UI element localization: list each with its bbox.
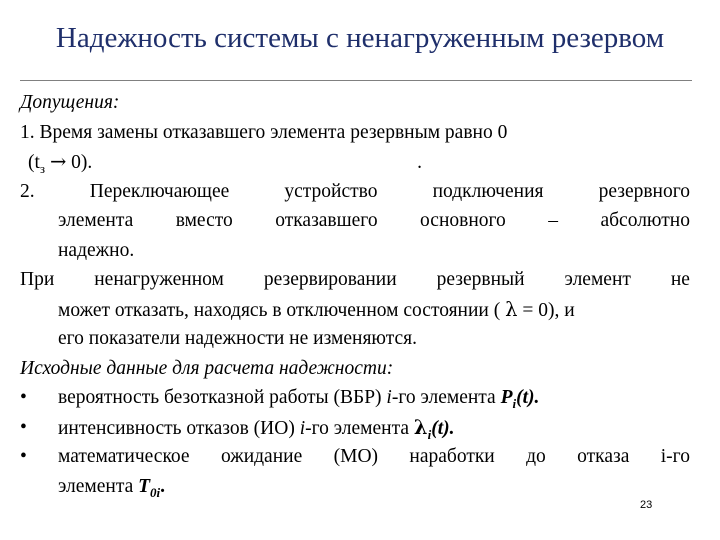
- bullet-word: наработки: [409, 446, 495, 467]
- item2-word: абсолютно: [600, 210, 690, 231]
- paragraph-word: При: [20, 269, 55, 290]
- bullet-item-mo: [20, 442, 690, 472]
- bullet-icon: •: [20, 416, 27, 438]
- bullet-text-part: интенсивность отказов (ИО): [58, 417, 300, 439]
- bullet-text: [58, 413, 454, 443]
- bullet-item-mo-line2: [20, 472, 690, 502]
- paragraph-text: может отказать, находясь в отключенном состоянии (: [58, 299, 501, 321]
- paragraph-line1: [20, 265, 690, 295]
- bullet-word: до: [526, 446, 546, 467]
- item1-sub: з: [39, 160, 46, 176]
- formula-var: T: [138, 475, 151, 497]
- item2-word: подключения: [432, 180, 544, 202]
- paragraph-word: элемент: [564, 269, 631, 290]
- item2-word: устройство: [284, 180, 378, 202]
- item2-word: элемента: [58, 210, 134, 231]
- arrow-symbol: →: [49, 150, 67, 173]
- bullet-word: ожидание: [220, 446, 303, 467]
- paragraph-word: резервный: [436, 269, 525, 290]
- bullet-text: [58, 442, 690, 472]
- item2-word: 2.: [20, 180, 35, 202]
- index-var: i: [299, 417, 306, 439]
- bullet-icon: •: [20, 387, 27, 408]
- formula-end: .: [160, 475, 166, 497]
- item1-line1: 1. Время замены отказавшего элемента резервным равно 0: [20, 121, 508, 143]
- bullet-item-pbr: [20, 383, 690, 413]
- item1-line2: [20, 147, 690, 177]
- index-var: i: [386, 387, 392, 408]
- stray-dot: .: [417, 152, 423, 173]
- item2-word: резервного: [598, 180, 690, 202]
- paragraph-line2: [20, 295, 690, 325]
- bullet-text-part: -го элемента: [305, 417, 414, 439]
- item1-open: (t: [28, 152, 40, 173]
- item2-word: –: [548, 210, 558, 231]
- bullet-text-part: элемента: [58, 475, 139, 497]
- formula-end: (t).: [516, 387, 540, 408]
- lambda-symbol: λ: [413, 415, 428, 439]
- item2-word: Переключающее: [89, 180, 230, 202]
- bullet-text: [58, 383, 539, 413]
- bullet-text-part: -го элемента: [391, 387, 501, 408]
- slide-body: [20, 88, 690, 501]
- bullet-icon: •: [20, 446, 27, 467]
- title-divider: [20, 80, 692, 81]
- item2-line3: надежно.: [58, 239, 135, 261]
- bullet-item-io: [20, 413, 690, 443]
- item2-word: вместо: [175, 210, 233, 231]
- formula-sub: 0i: [150, 484, 161, 500]
- source-data-heading: Исходные данные для расчета надежности:: [20, 357, 394, 379]
- assumptions-heading: Допущения:: [20, 92, 120, 113]
- item2-word: основного: [420, 210, 506, 231]
- formula-sub: i: [512, 395, 517, 411]
- bullet-word: отказа: [577, 446, 630, 467]
- item2-word: отказавшего: [275, 210, 378, 231]
- page-number: 23: [640, 499, 653, 511]
- formula-end: (t).: [431, 417, 455, 439]
- item1-close: 0).: [71, 152, 93, 173]
- item2-line2: [20, 206, 690, 236]
- paragraph-word: не: [670, 269, 690, 290]
- bullet-text-part: вероятность безотказной работы (ВБР): [58, 387, 387, 408]
- formula-sub: i: [427, 426, 432, 442]
- paragraph-word: ненагруженном: [94, 269, 224, 290]
- slide-title: Надежность системы с ненагруженным резервом: [55, 22, 665, 54]
- formula-var: P: [500, 387, 513, 408]
- paragraph-word: резервировании: [263, 269, 397, 290]
- bullet-word: математическое: [58, 446, 190, 467]
- item2-line1: [20, 177, 690, 207]
- paragraph-line3: его показатели надежности не изменяются.: [58, 328, 417, 349]
- bullet-word: i-го: [660, 446, 690, 467]
- bullet-word: (МО): [333, 446, 379, 467]
- paragraph-text: = 0), и: [522, 299, 575, 321]
- lambda-symbol: λ: [505, 297, 518, 321]
